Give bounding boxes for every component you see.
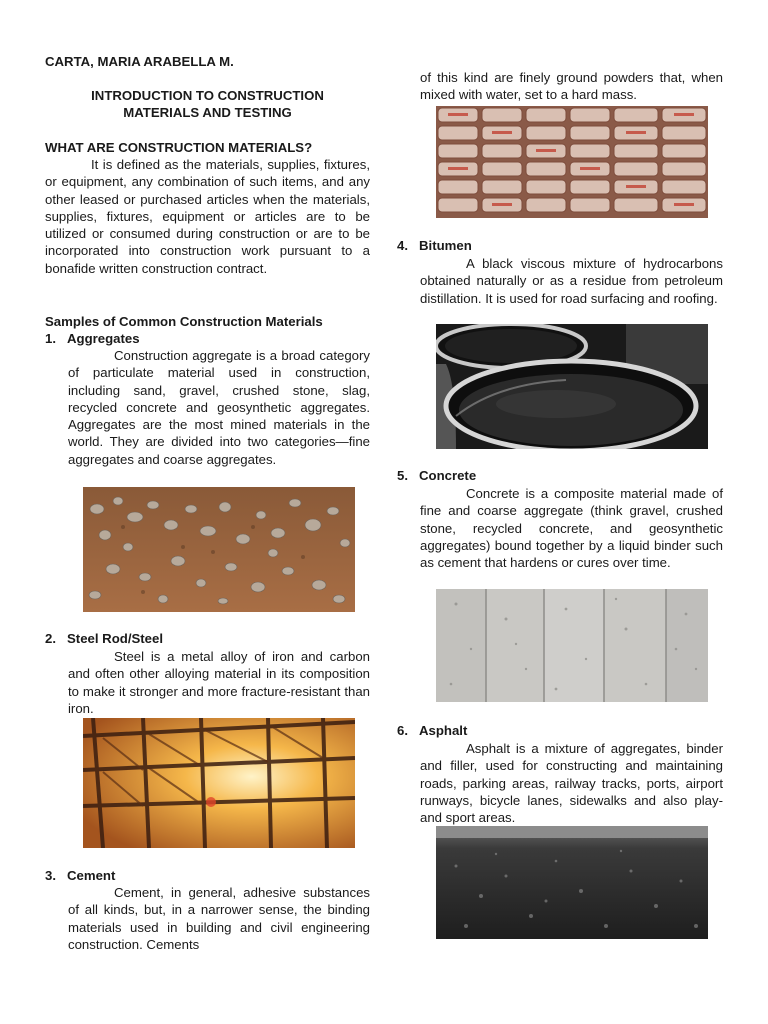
material-heading-cement: 3. Cement	[45, 868, 116, 883]
material-heading-asphalt: 6. Asphalt	[397, 723, 468, 738]
steel-description: Steel is a metal alloy of iron and carbon and often other alloying material in its composition to make it stronger and more fracture-resistant than iron.	[68, 649, 370, 716]
asphalt-road-photo	[436, 826, 708, 939]
title-line-2: MATERIALS AND TESTING	[123, 105, 292, 121]
samples-heading: Samples of Common Construction Materials	[45, 314, 323, 329]
cement-description-continued: of this kind are finely ground powders that, when mixed with water, set to a hard mass.	[420, 70, 723, 103]
definition-paragraph: It is defined as the materials, supplies, fixtures, or equipment, any combination of such items, and any other leased or purchased articles when the materials, supplies, fixtures, equipment or articles are to be utilized or consumed during construction or are to be incorporated into construction work pursuant to a bonafide written construction contract.	[45, 157, 370, 276]
concrete-description: Concrete is a composite material made of fine and coarse aggregate (think gravel, crushed stone, recycled concrete, and geosynthetic aggregates) bound together by a liquid binder such as cement that hardens or cures over time.	[420, 486, 723, 571]
title-line-1: INTRODUCTION TO CONSTRUCTION	[91, 88, 324, 103]
section-question: WHAT ARE CONSTRUCTION MATERIALS?	[45, 140, 313, 155]
document-title	[45, 87, 370, 122]
author-name: CARTA, MARIA ARABELLA M.	[45, 54, 234, 69]
aggregates-description: Construction aggregate is a broad category of particulate material used in construction, including sand, gravel, crushed stone, slag, recycled concrete and geosynthetic aggregates. Aggregates are the most mined materials in the world. They are divided into two categories—fine aggregates and coarse aggregates.	[68, 348, 370, 467]
material-heading-bitumen: 4. Bitumen	[397, 238, 472, 253]
steel-frame-photo	[83, 718, 355, 848]
concrete-wall-photo	[436, 589, 708, 702]
cement-bags-photo	[436, 106, 708, 218]
bitumen-description: A black viscous mixture of hydrocarbons obtained naturally or as a residue from petroleum distillation. It is used for road surfacing and roofing.	[420, 256, 723, 306]
material-heading-steel: 2. Steel Rod/Steel	[45, 631, 164, 646]
material-heading-aggregates: 1. Aggregates	[45, 331, 140, 346]
bitumen-barrels-photo	[436, 324, 708, 449]
material-heading-concrete: 5. Concrete	[397, 468, 477, 483]
asphalt-description: Asphalt is a mixture of aggregates, binder and filler, used for constructing and maintaining roads, parking areas, railway tracks, ports, airport runways, bicycle lanes, sidewalks and also play- and sport areas.	[420, 741, 723, 826]
aggregates-photo	[83, 487, 355, 612]
cement-description: Cement, in general, adhesive substances of all kinds, but, in a narrower sense, the binding materials used in building and civil engineering construction. Cements	[68, 885, 370, 952]
